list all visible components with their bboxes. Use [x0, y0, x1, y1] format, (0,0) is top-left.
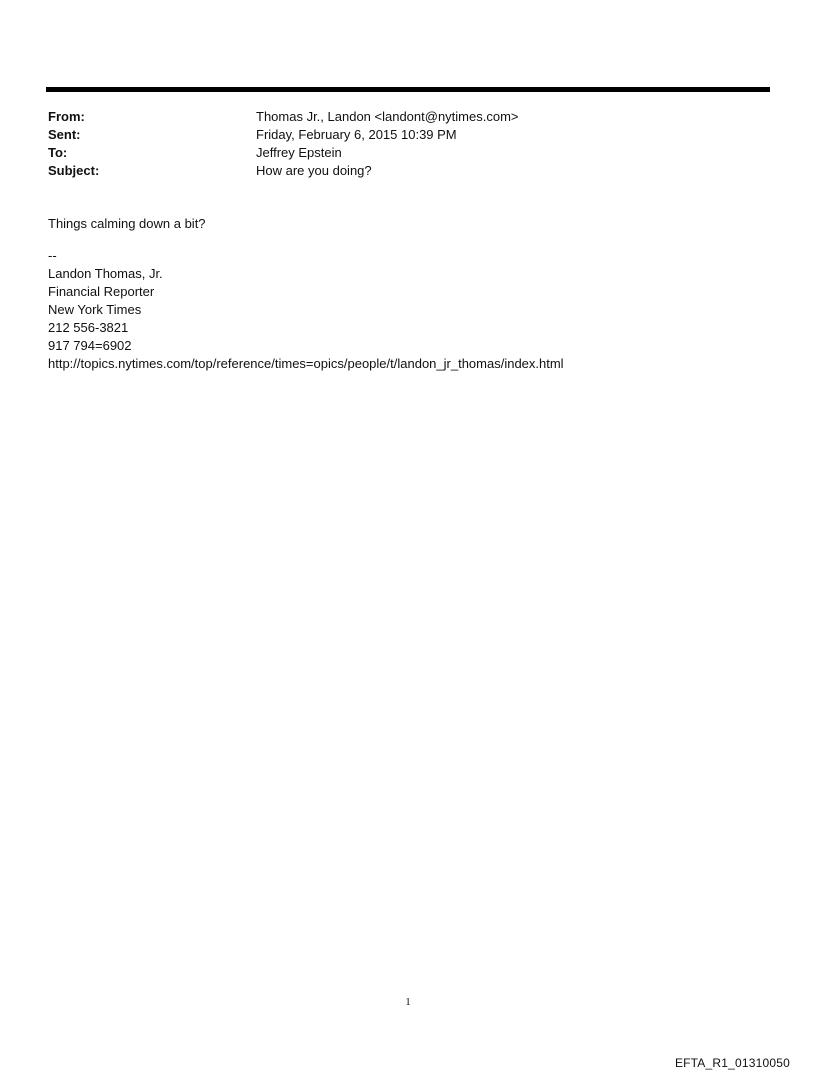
header-row-from: [48, 108, 768, 126]
signature-name: Landon Thomas, Jr.: [48, 266, 163, 281]
document-id: EFTA_R1_01310050: [674, 1056, 790, 1070]
subject-label: Subject:: [48, 163, 100, 178]
signature-title: Financial Reporter: [48, 284, 155, 299]
header-row-subject: [48, 162, 768, 180]
page-number: 1: [405, 996, 411, 1008]
signature-separator: --: [48, 248, 57, 263]
header-divider: [46, 87, 770, 92]
signature-block: [48, 247, 768, 373]
from-label: From:: [48, 109, 85, 124]
header-row-sent: [48, 126, 768, 144]
signature-phone-1: 212 556-3821: [48, 320, 129, 335]
to-label: To:: [48, 145, 68, 160]
sent-label: Sent:: [48, 127, 81, 142]
sent-value: Friday, February 6, 2015 10:39 PM: [256, 127, 457, 142]
email-header: [48, 108, 768, 180]
to-value: Jeffrey Epstein: [256, 145, 342, 160]
header-row-to: [48, 144, 768, 162]
subject-value: How are you doing?: [256, 163, 372, 178]
from-value: Thomas Jr., Landon <landont@nytimes.com>: [256, 109, 519, 124]
signature-organization: New York Times: [48, 302, 142, 317]
signature-phone-2: 917 794=6902: [48, 338, 132, 353]
signature-url: http://topics.nytimes.com/top/reference/times=opics/people/t/landon_jr_thomas/index.html: [48, 356, 564, 371]
email-body: [48, 215, 768, 373]
body-greeting: Things calming down a bit?: [48, 216, 206, 231]
